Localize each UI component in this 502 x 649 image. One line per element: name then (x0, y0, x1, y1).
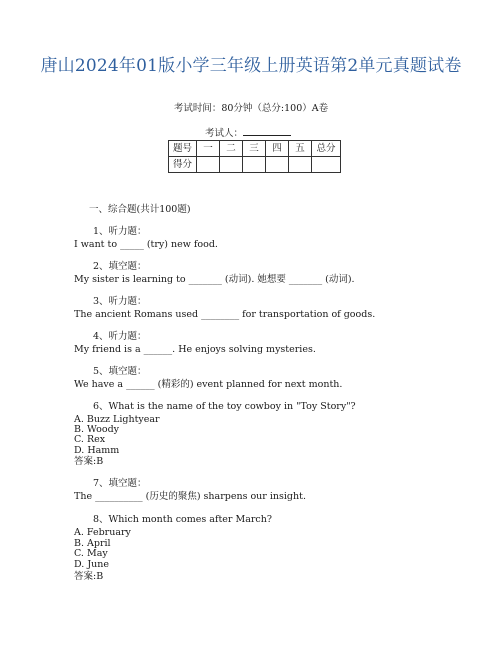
score-cell[interactable] (266, 157, 289, 173)
question-text: My sister is learning to _______ (动词). 她想要 _______ (动词). (74, 274, 355, 285)
option-b: B. Woody (74, 424, 120, 435)
question-text: I want to _____ (try) new food. (74, 239, 218, 250)
option-b: B. April (74, 538, 111, 549)
option-d: D. Hamm (74, 445, 120, 456)
document-title: 唐山2024年01版小学三年级上册英语第2单元真题试卷 (40, 56, 462, 76)
question-text: We have a ______ (精彩的) event planned for next month. (74, 379, 343, 390)
answer: 答案:B (74, 571, 104, 582)
examiner-line (205, 126, 291, 140)
question-text: The __________ (历史的聚焦) sharpens our insight. (74, 491, 306, 502)
question-label: 6、What is the name of the toy cowboy in "Toy Story"? (93, 401, 356, 412)
question-label: 8、Which month comes after March? (93, 514, 272, 525)
score-cell[interactable] (289, 157, 312, 173)
score-cell[interactable] (312, 157, 341, 173)
score-header-cell: 题号 (169, 141, 197, 157)
section-title: 一、综合题(共计100题) (89, 204, 191, 215)
answer: 答案:B (74, 456, 104, 467)
score-row-label: 得分 (169, 157, 197, 173)
score-header-cell: 一 (197, 141, 220, 157)
question-label: 4、听力题： (93, 331, 147, 342)
exam-info: 考试时间：80分钟（总分:100）A卷 (173, 103, 329, 114)
option-a: A. February (74, 527, 131, 538)
option-c: C. May (74, 548, 108, 559)
question-label: 7、填空题： (93, 478, 147, 489)
question-label: 1、听力题： (93, 226, 147, 237)
option-a: A. Buzz Lightyear (74, 414, 160, 425)
score-table-header-row (169, 141, 341, 157)
score-header-cell: 总分 (312, 141, 341, 157)
examiner-label: 考试人： (205, 128, 244, 139)
score-header-cell: 三 (243, 141, 266, 157)
score-cell[interactable] (220, 157, 243, 173)
question-text: The ancient Romans used ________ for transportation of goods. (74, 309, 376, 320)
score-table (168, 140, 341, 173)
score-header-cell: 四 (266, 141, 289, 157)
option-d: D. June (74, 559, 109, 570)
score-header-cell: 二 (220, 141, 243, 157)
question-label: 2、填空题： (93, 261, 147, 272)
score-header-cell: 五 (289, 141, 312, 157)
question-label: 5、填空题： (93, 366, 147, 377)
examiner-blank (243, 126, 291, 136)
score-cell[interactable] (197, 157, 220, 173)
option-c: C. Rex (74, 434, 106, 445)
score-table-score-row (169, 157, 341, 173)
question-label: 3、听力题： (93, 296, 147, 307)
score-cell[interactable] (243, 157, 266, 173)
question-text: My friend is a ______. He enjoys solving mysteries. (74, 344, 316, 355)
